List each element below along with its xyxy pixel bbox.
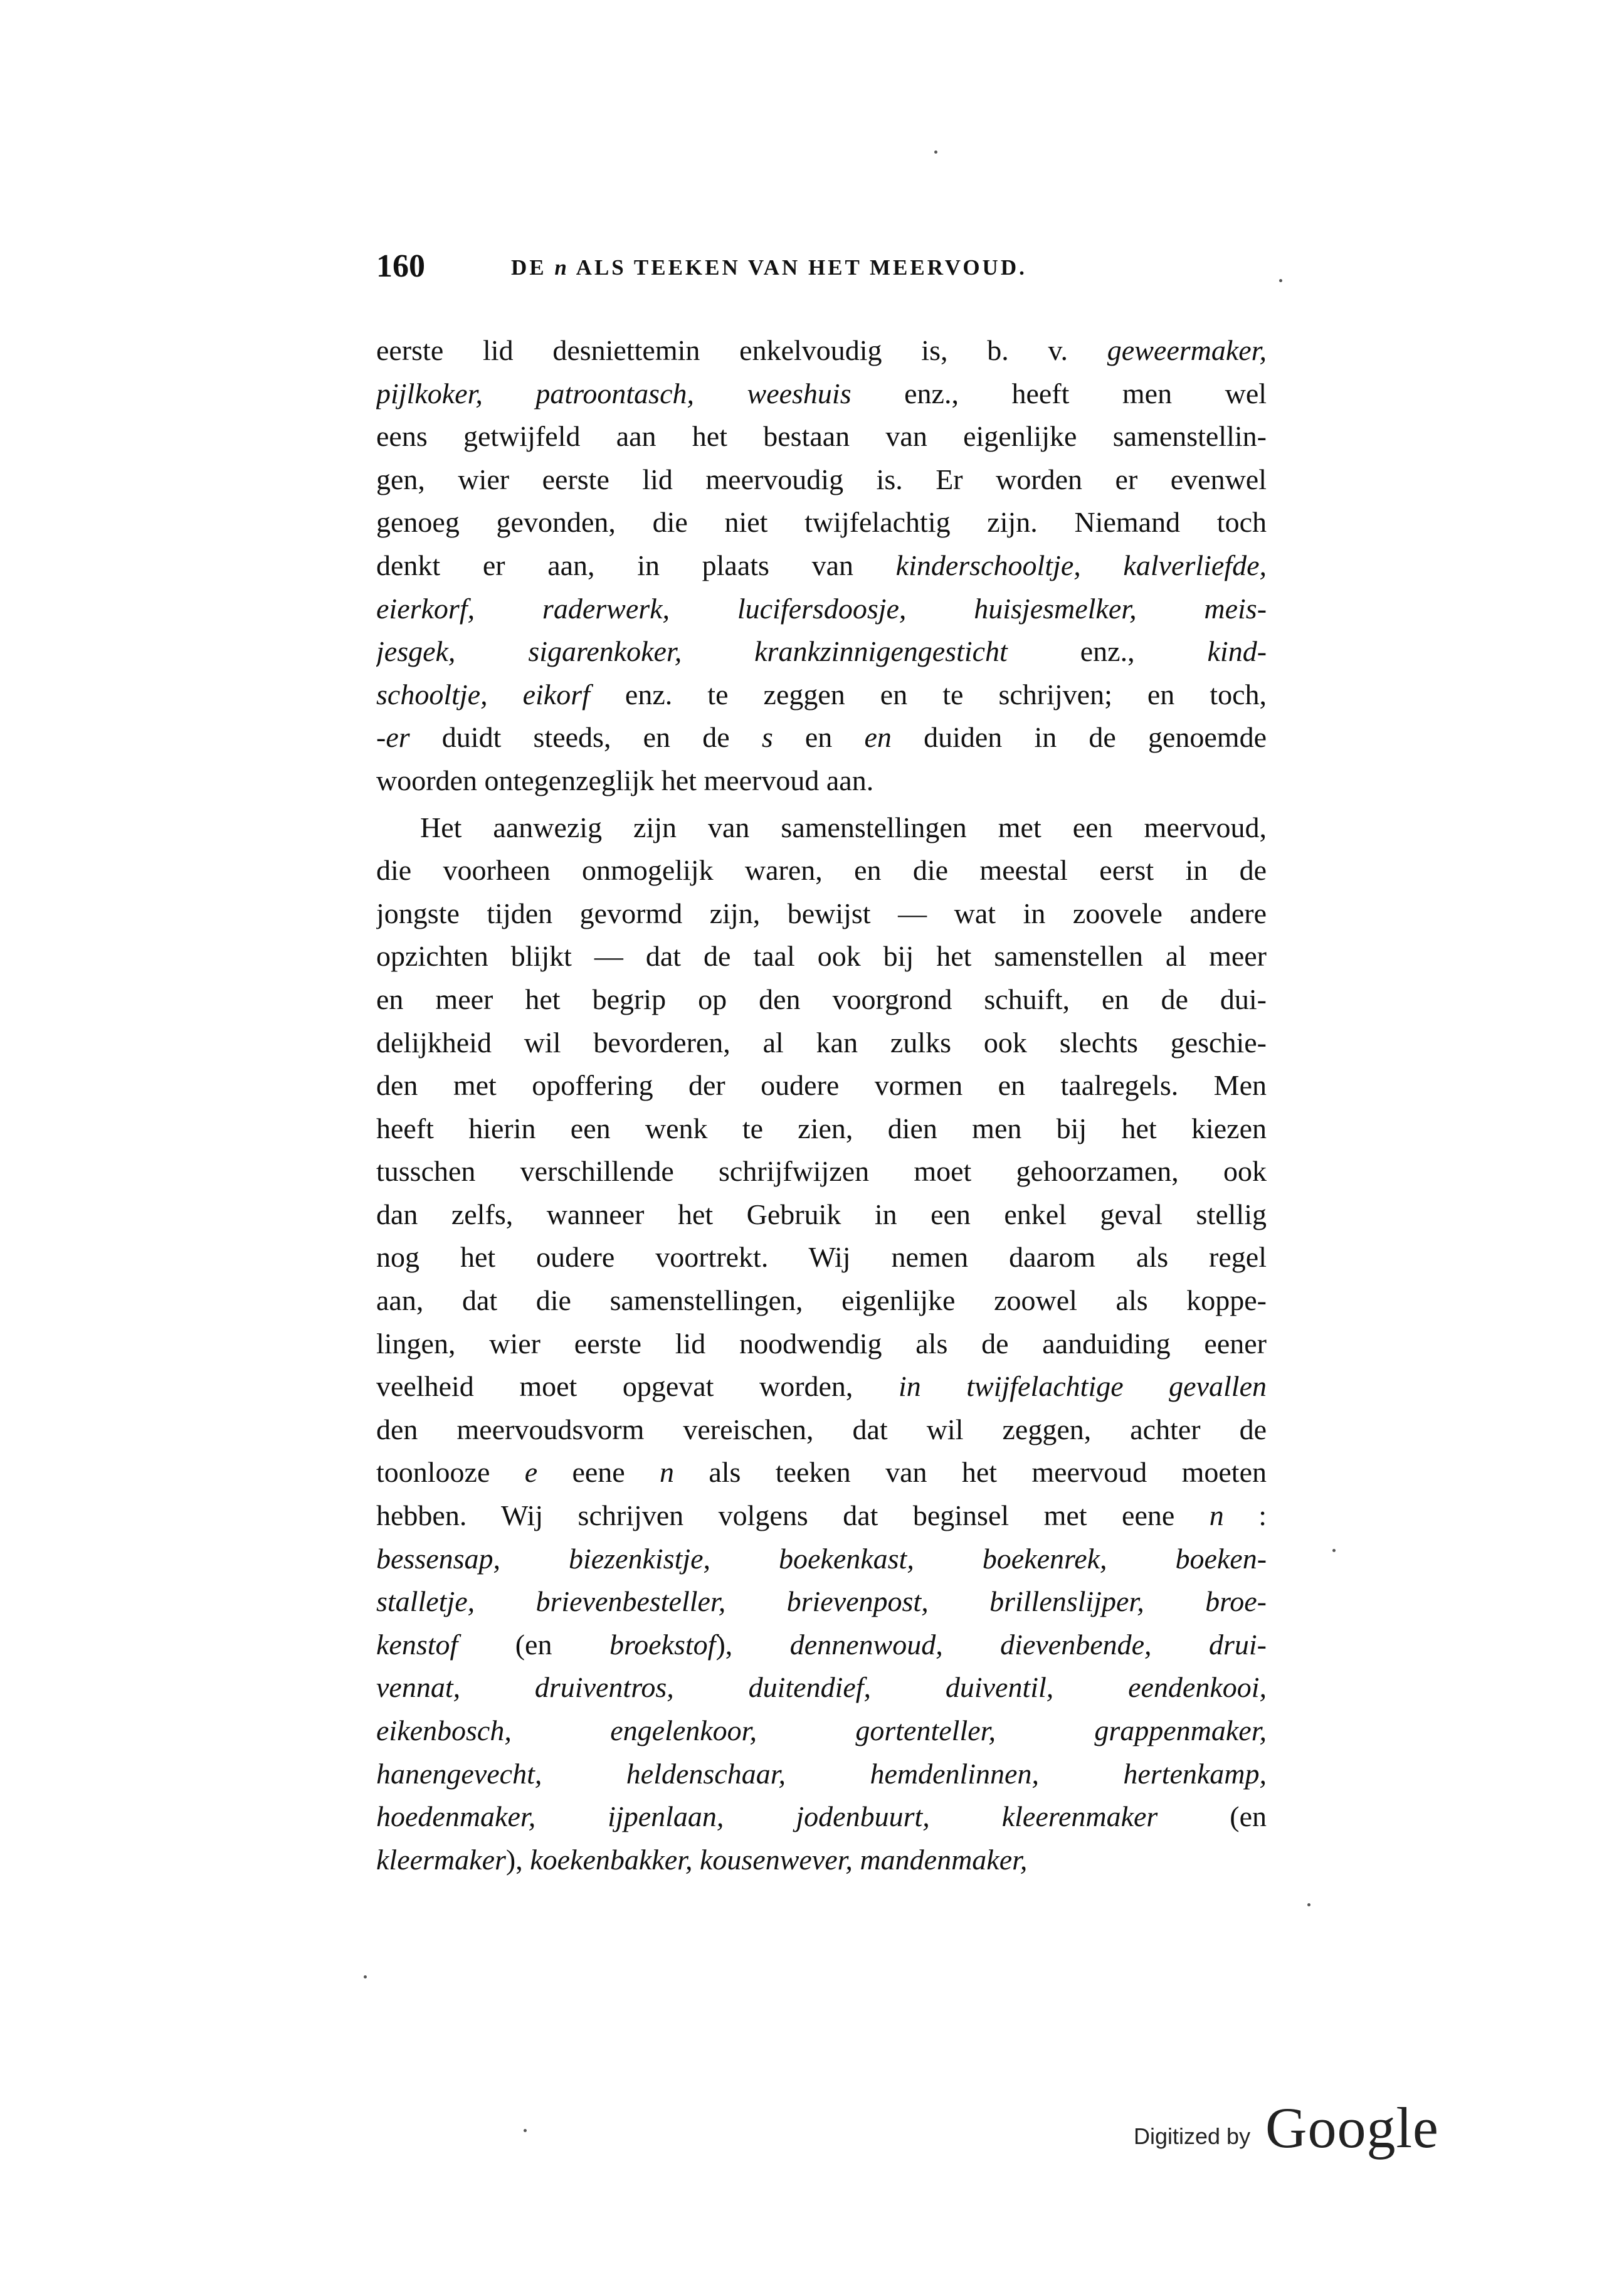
text-line bbox=[376, 1709, 1267, 1753]
italic-term: drui- bbox=[1209, 1628, 1267, 1661]
italic-term: meis- bbox=[1204, 592, 1267, 625]
text-line bbox=[376, 1753, 1267, 1796]
text-line: veelheid moet opgevat worden, in twijfelachtige gevallen bbox=[376, 1370, 1267, 1403]
italic-term: brillenslijper, bbox=[989, 1585, 1144, 1618]
text-line: Het aanwezig zijn van samenstellingen met een meervoud, bbox=[420, 811, 1267, 843]
running-title: DE n ALS TEEKEN VAN HET MEERVOUD. bbox=[511, 255, 1027, 280]
text-line: aan, dat die samenstellingen, eigenlijke zoowel als koppe- bbox=[376, 1284, 1267, 1317]
italic-term: gortenteller, bbox=[855, 1714, 996, 1746]
italic-term: in twijfelachtige gevallen bbox=[898, 1370, 1267, 1403]
text-line: genoeg gevonden, die niet twijfelachtig zijn. Niemand toch bbox=[376, 506, 1267, 539]
italic-term: eierkorf, bbox=[376, 592, 475, 625]
italic-term: kalverliefde, bbox=[1123, 549, 1267, 581]
italic-term: eendenkooi, bbox=[1128, 1671, 1267, 1704]
italic-term: krankzinnigengesticht bbox=[754, 635, 1008, 668]
italic-term: boeken- bbox=[1175, 1542, 1267, 1575]
text-line: schooltje, eikorf enz. te zeggen en te schrijven; en toch, bbox=[376, 678, 1267, 710]
body-text bbox=[376, 329, 1267, 1881]
italic-term: hanengevecht, bbox=[376, 1757, 542, 1790]
text-line: en meer het begrip op den voorgrond schuift, en de dui- bbox=[376, 983, 1267, 1015]
text-line: kenstof (en broekstof), dennenwoud, dievenbende, drui- bbox=[376, 1628, 1267, 1661]
text-line: hebben. Wij schrijven volgens dat beginsel met eene n : bbox=[376, 1499, 1267, 1532]
italic-term: hemdenlinnen, bbox=[870, 1757, 1039, 1790]
italic-term: ijpenlaan, bbox=[608, 1800, 724, 1833]
italic-term: schooltje, bbox=[376, 678, 488, 710]
italic-term: kleermaker bbox=[376, 1843, 506, 1876]
italic-term: -er bbox=[376, 721, 410, 754]
text-line bbox=[376, 588, 1267, 631]
text-line: toonlooze e eene n als teeken van het meervoud moeten bbox=[376, 1456, 1267, 1489]
italic-term: dievenbende, bbox=[1000, 1628, 1152, 1661]
italic-term: bessensap, bbox=[376, 1542, 501, 1575]
italic-term: en bbox=[864, 721, 892, 754]
italic-term: jesgek, bbox=[376, 635, 456, 668]
scan-speck bbox=[1279, 279, 1282, 282]
text-line: jongste tijden gevormd zijn, bewijst — wat in zoovele andere bbox=[376, 897, 1267, 929]
italic-term: vennat, bbox=[376, 1671, 461, 1704]
text-line: delijkheid wil bevorderen, al kan zulks ook slechts geschie- bbox=[376, 1026, 1267, 1059]
text-line bbox=[376, 1666, 1267, 1709]
italic-term: kinderschooltje, bbox=[895, 549, 1081, 581]
text-line: nog het oudere voortrekt. Wij nemen daarom als regel bbox=[376, 1241, 1267, 1274]
text-line: gen, wier eerste lid meervoudig is. Er worden er evenwel bbox=[376, 463, 1267, 495]
text-line: hoedenmaker, ijpenlaan, jodenbuurt, kleerenmaker (en bbox=[376, 1800, 1267, 1833]
italic-term: sigarenkoker, bbox=[528, 635, 682, 668]
scan-speck bbox=[934, 151, 937, 154]
italic-term: pijlkoker, bbox=[376, 377, 483, 409]
text-line: dan zelfs, wanneer het Gebruik in een enkel geval stellig bbox=[376, 1198, 1267, 1230]
italic-term: geweermaker, bbox=[1107, 334, 1267, 366]
italic-term: druiventros, bbox=[534, 1671, 674, 1704]
text-line: -er duidt steeds, en de s en en duiden in de genoemde bbox=[376, 721, 1267, 754]
scan-speck bbox=[1307, 1903, 1310, 1906]
text-line: eens getwijfeld aan het bestaan van eigenlijke samenstellin- bbox=[376, 420, 1267, 453]
italic-term: broe- bbox=[1205, 1585, 1267, 1618]
text-line: eerste lid desniettemin enkelvoudig is, b. v. geweermaker, bbox=[376, 334, 1267, 366]
italic-term: broekstof bbox=[609, 1628, 716, 1661]
italic-term: weeshuis bbox=[747, 377, 852, 409]
italic-term: n bbox=[660, 1456, 675, 1489]
text-line: pijlkoker, patroontasch, weeshuis enz., heeft men wel bbox=[376, 377, 1267, 409]
text-line bbox=[376, 1580, 1267, 1624]
italic-term: mandenmaker, bbox=[860, 1843, 1028, 1876]
text-line: die voorheen onmogelijk waren, en die meestal eerst in de bbox=[376, 854, 1267, 887]
running-header bbox=[376, 248, 1273, 298]
scan-speck bbox=[1332, 1549, 1336, 1552]
italic-term: stalletje, bbox=[376, 1585, 475, 1618]
text-line: woorden ontegenzeglijk het meervoud aan. bbox=[376, 764, 874, 796]
italic-term: kousenwever, bbox=[699, 1843, 853, 1876]
page-number: 160 bbox=[376, 248, 425, 284]
italic-term: hoedenmaker, bbox=[376, 1800, 536, 1833]
scan-speck bbox=[364, 1975, 367, 1978]
italic-term: eikorf bbox=[522, 678, 590, 710]
text-line: kleermaker), koekenbakker, kousenwever, mandenmaker, bbox=[376, 1843, 1028, 1876]
text-line: denkt er aan, in plaats van kinderschooltje, kalverliefde, bbox=[376, 549, 1267, 581]
text-line: jesgek, sigarenkoker, krankzinnigengesticht enz., kind- bbox=[376, 635, 1267, 668]
italic-term: grappenmaker, bbox=[1094, 1714, 1267, 1746]
google-watermark bbox=[1134, 2094, 1485, 2160]
italic-term: jodenbuurt, bbox=[796, 1800, 930, 1833]
italic-term: huisjesmelker, bbox=[974, 592, 1137, 625]
italic-term: lucifersdoosje, bbox=[737, 592, 907, 625]
italic-term: brievenbesteller, bbox=[535, 1585, 726, 1618]
italic-term: raderwerk, bbox=[542, 592, 670, 625]
text-line bbox=[376, 1538, 1267, 1581]
italic-term: brievenpost, bbox=[786, 1585, 929, 1618]
watermark-digitized-by: Digitized by bbox=[1134, 2123, 1251, 2149]
text-line: tusschen verschillende schrijfwijzen moet gehoorzamen, ook bbox=[376, 1155, 1267, 1188]
italic-term: duiventil, bbox=[945, 1671, 1054, 1704]
text-line: den met opoffering der oudere vormen en taalregels. Men bbox=[376, 1069, 1267, 1102]
italic-term: eikenbosch, bbox=[376, 1714, 512, 1746]
text-line: opzichten blijkt — dat de taal ook bij het samenstellen al meer bbox=[376, 940, 1267, 973]
italic-term: boekenkast, bbox=[778, 1542, 914, 1575]
italic-term: kleerenmaker bbox=[1001, 1800, 1158, 1833]
scan-speck bbox=[524, 2129, 527, 2132]
italic-term: patroontasch, bbox=[535, 377, 694, 409]
italic-term: s bbox=[761, 721, 773, 754]
italic-term: e bbox=[524, 1456, 538, 1489]
italic-term: hertenkamp, bbox=[1123, 1757, 1267, 1790]
text-line: heeft hierin een wenk te zien, dien men bij het kiezen bbox=[376, 1112, 1267, 1144]
italic-term: koekenbakker, bbox=[530, 1843, 693, 1876]
watermark-google-logo: Google bbox=[1265, 2096, 1439, 2160]
italic-term: n bbox=[1209, 1499, 1224, 1532]
text-line: lingen, wier eerste lid noodwendig als de aanduiding eener bbox=[376, 1327, 1267, 1360]
italic-term: engelenkoor, bbox=[610, 1714, 757, 1746]
italic-term: boekenrek, bbox=[982, 1542, 1107, 1575]
italic-term: duitendief, bbox=[748, 1671, 872, 1704]
italic-term: kenstof bbox=[376, 1628, 458, 1661]
italic-term: biezenkistje, bbox=[568, 1542, 711, 1575]
italic-term: kind- bbox=[1207, 635, 1267, 668]
italic-term: dennenwoud, bbox=[789, 1628, 943, 1661]
text-line: den meervoudsvorm vereischen, dat wil zeggen, achter de bbox=[376, 1413, 1267, 1445]
italic-term: heldenschaar, bbox=[626, 1757, 786, 1790]
